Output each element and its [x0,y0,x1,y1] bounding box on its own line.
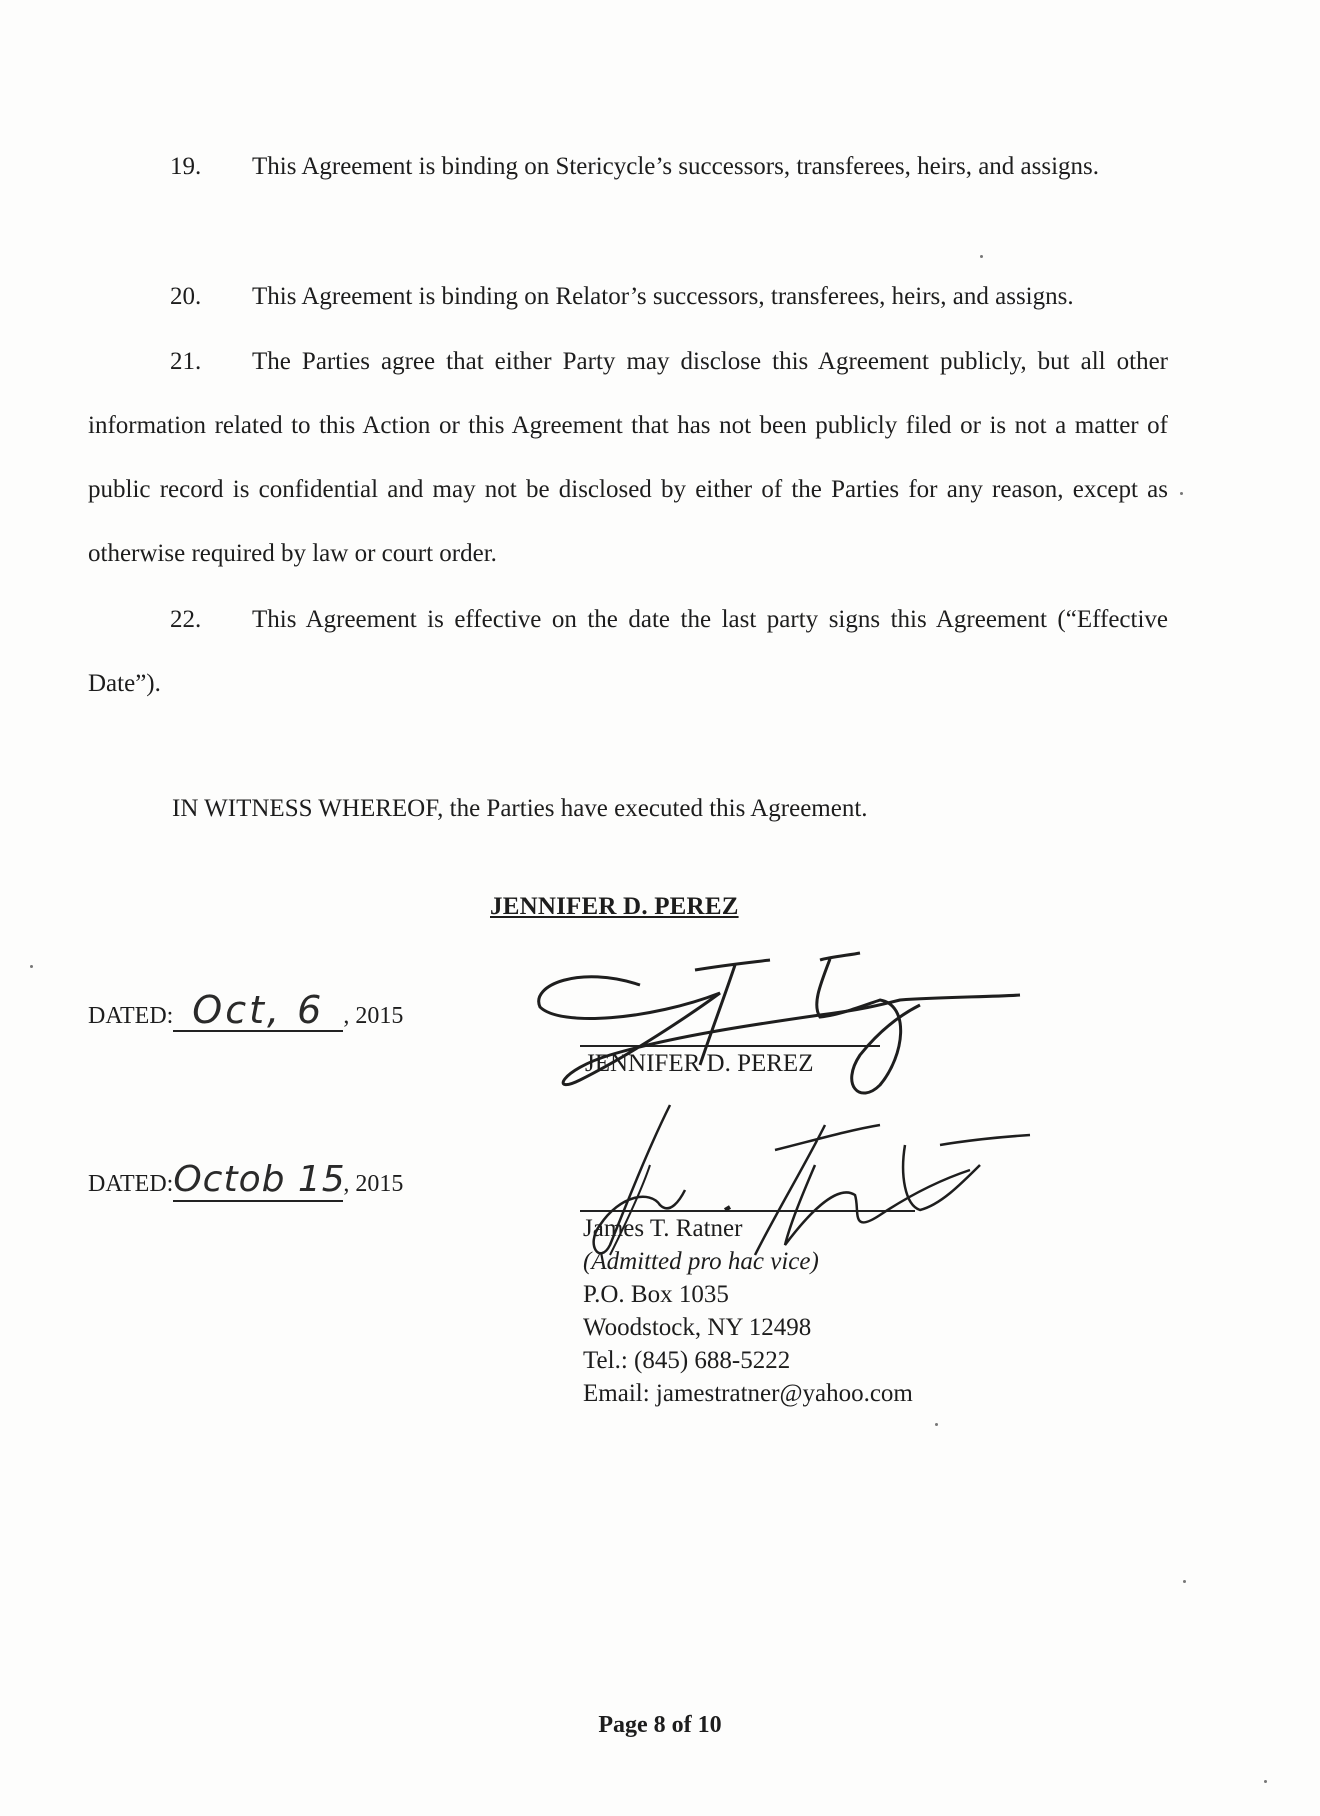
scan-speck [935,1423,938,1426]
paragraph-text: The Parties agree that either Party may disclose this Agreement publicly, but all other information related to this Action or this Agreement that has not been publicly filed or is not a matter of public record is confidential and may not be disclosed by either of the Parties for any reason, except as otherwise required by law or court order. [88,348,1168,567]
attorney-phone: Tel.: (845) 688-5222 [583,1347,791,1374]
paragraph-text: This Agreement is binding on Relator’s successors, transferees, heirs, and assigns. [252,283,1074,310]
dated-line-perez [88,990,403,1032]
scan-speck [980,255,983,258]
scan-speck [30,965,33,968]
page-number-footer: Page 8 of 10 [598,1712,722,1738]
paragraph-text: This Agreement is effective on the date the last party signs this Agreement (“Effective Date”). [88,606,1168,697]
dated-line-ratner [88,1160,403,1202]
signatory-heading: JENNIFER D. PEREZ [490,893,739,920]
perez-handwritten-signature [520,945,1030,1115]
handwritten-date: Octob 15 [173,1159,346,1200]
dated-label: DATED: [88,1003,174,1029]
dated-year: , 2015 [343,1171,404,1197]
paragraph-number: 21. [170,348,202,375]
attorney-admission: (Admitted pro hac vice) [583,1248,819,1275]
paragraph-21 [88,330,1168,586]
printed-name-perez: JENNIFER D. PEREZ [585,1050,814,1077]
dated-year: , 2015 [343,1003,404,1029]
attorney-contact-block [583,1212,913,1410]
scan-speck [1264,1780,1267,1783]
signature-line-perez [580,1045,880,1047]
dated-label: DATED: [88,1171,174,1197]
paragraph-number: 19. [170,153,202,180]
handwritten-date: Oct, 6 [173,990,343,1032]
attorney-email: Email: jamestratner@yahoo.com [583,1380,913,1407]
paragraph-19 [88,135,1168,199]
scan-speck [1183,1580,1186,1583]
paragraph-22 [88,588,1168,716]
witness-clause: IN WITNESS WHEREOF, the Parties have executed this Agreement. [172,795,868,822]
scan-speck [1180,492,1183,495]
attorney-city-state-zip: Woodstock, NY 12498 [583,1314,812,1341]
attorney-po-box: P.O. Box 1035 [583,1281,729,1308]
paragraph-20 [88,265,1168,329]
paragraph-text: This Agreement is binding on Stericycle’s successors, transferees, heirs, and assigns. [252,153,1100,180]
paragraph-number: 22. [170,606,202,633]
paragraph-number: 20. [170,283,202,310]
attorney-name: James T. Ratner [583,1215,743,1242]
